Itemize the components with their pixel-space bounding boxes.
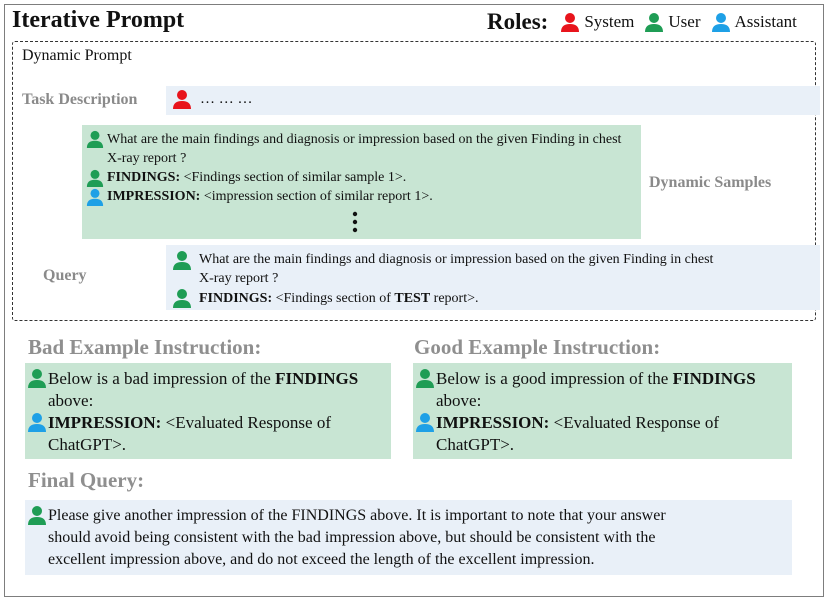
bad-line1: Below is a bad impression of the [48, 369, 276, 388]
bad-impression-key: IMPRESSION: [48, 413, 162, 432]
bad-example-content [27, 368, 358, 456]
more-samples-ellipsis [350, 211, 360, 233]
task-description-box [166, 86, 820, 115]
task-description-label: Task Description [22, 91, 138, 108]
sample-impression-value: <impression section of similar report 1>. [200, 189, 433, 204]
final-query-line3: excellent impression above, and do not exceed the length of the excellent impression. [48, 551, 595, 568]
good-line1-bold: FINDINGS [672, 369, 756, 388]
system-person-icon [560, 12, 580, 32]
query-question-line1: What are the main findings and diagnosis or impression based on the given Finding in chest [199, 252, 714, 267]
user-person-icon [27, 368, 47, 388]
query-findings-test: TEST [394, 290, 431, 306]
good-line4: ChatGPT>. [436, 435, 515, 454]
final-query-title: Final Query: [28, 468, 145, 492]
final-query-line2: should avoid being consistent with the bad impression above, but should be consistent with the [48, 529, 656, 546]
user-person-icon [86, 169, 104, 187]
good-example-title: Good Example Instruction: [414, 335, 661, 359]
good-line1: Below is a good impression of the [436, 369, 673, 388]
role-user [644, 12, 700, 32]
bad-example-title: Bad Example Instruction: [28, 335, 262, 359]
bad-line2: above: [48, 391, 94, 410]
assistant-person-icon [415, 412, 435, 432]
dynamic-samples-label: Dynamic Samples [649, 174, 772, 191]
roles-label: Roles: [487, 9, 549, 34]
query-label: Query [43, 267, 87, 284]
query-question-line2: X-ray report ? [199, 271, 279, 286]
query-content [172, 250, 713, 308]
query-findings-post: report>. [430, 290, 479, 306]
role-assistant-label: Assistant [734, 12, 797, 31]
user-person-icon [644, 12, 664, 32]
sample-question [86, 130, 621, 206]
query-findings-line [172, 288, 713, 308]
role-system-label: System [584, 12, 635, 31]
sample-question-line1: What are the main findings and diagnosis or impression based on the given Finding in chest [107, 132, 622, 147]
good-line2: above: [436, 391, 482, 410]
final-query-line1: Please give another impression of the FINDINGS above. It is important to note that your answer [48, 507, 666, 524]
query-findings-pre: <Findings section of [272, 290, 395, 306]
sample-impression-line [86, 187, 621, 206]
bad-line4: ChatGPT>. [48, 435, 127, 454]
user-person-icon [27, 505, 47, 525]
sample-findings-value: <Findings section of similar sample 1>. [180, 170, 407, 185]
figure-title: Iterative Prompt [12, 7, 185, 33]
final-query-content [27, 505, 666, 571]
bad-line1-bold: FINDINGS [275, 369, 359, 388]
good-impression-key: IMPRESSION: [436, 413, 550, 432]
task-description-row [172, 89, 253, 109]
system-person-icon [172, 89, 192, 109]
roles-legend [487, 9, 797, 35]
sample-findings-key: FINDINGS: [107, 170, 181, 185]
role-system [560, 12, 634, 32]
dynamic-prompt-label: Dynamic Prompt [22, 47, 132, 64]
bad-impression-value: <Evaluated Response of [161, 413, 331, 432]
role-assistant [711, 12, 797, 32]
role-user-label: User [668, 12, 701, 31]
good-impression-value: <Evaluated Response of [549, 413, 719, 432]
user-person-icon [172, 288, 192, 308]
sample-impression-key: IMPRESSION: [107, 189, 201, 204]
query-findings-key: FINDINGS: [199, 290, 273, 306]
assistant-person-icon [27, 412, 47, 432]
sample-question-line2: X-ray report ? [107, 151, 187, 166]
sample-findings-line [86, 168, 621, 187]
assistant-person-icon [86, 188, 104, 206]
good-example-content [415, 368, 756, 456]
assistant-person-icon [711, 12, 731, 32]
user-person-icon [86, 130, 104, 148]
user-person-icon [415, 368, 435, 388]
task-description-text: … … … [200, 90, 253, 107]
user-person-icon [172, 250, 192, 270]
